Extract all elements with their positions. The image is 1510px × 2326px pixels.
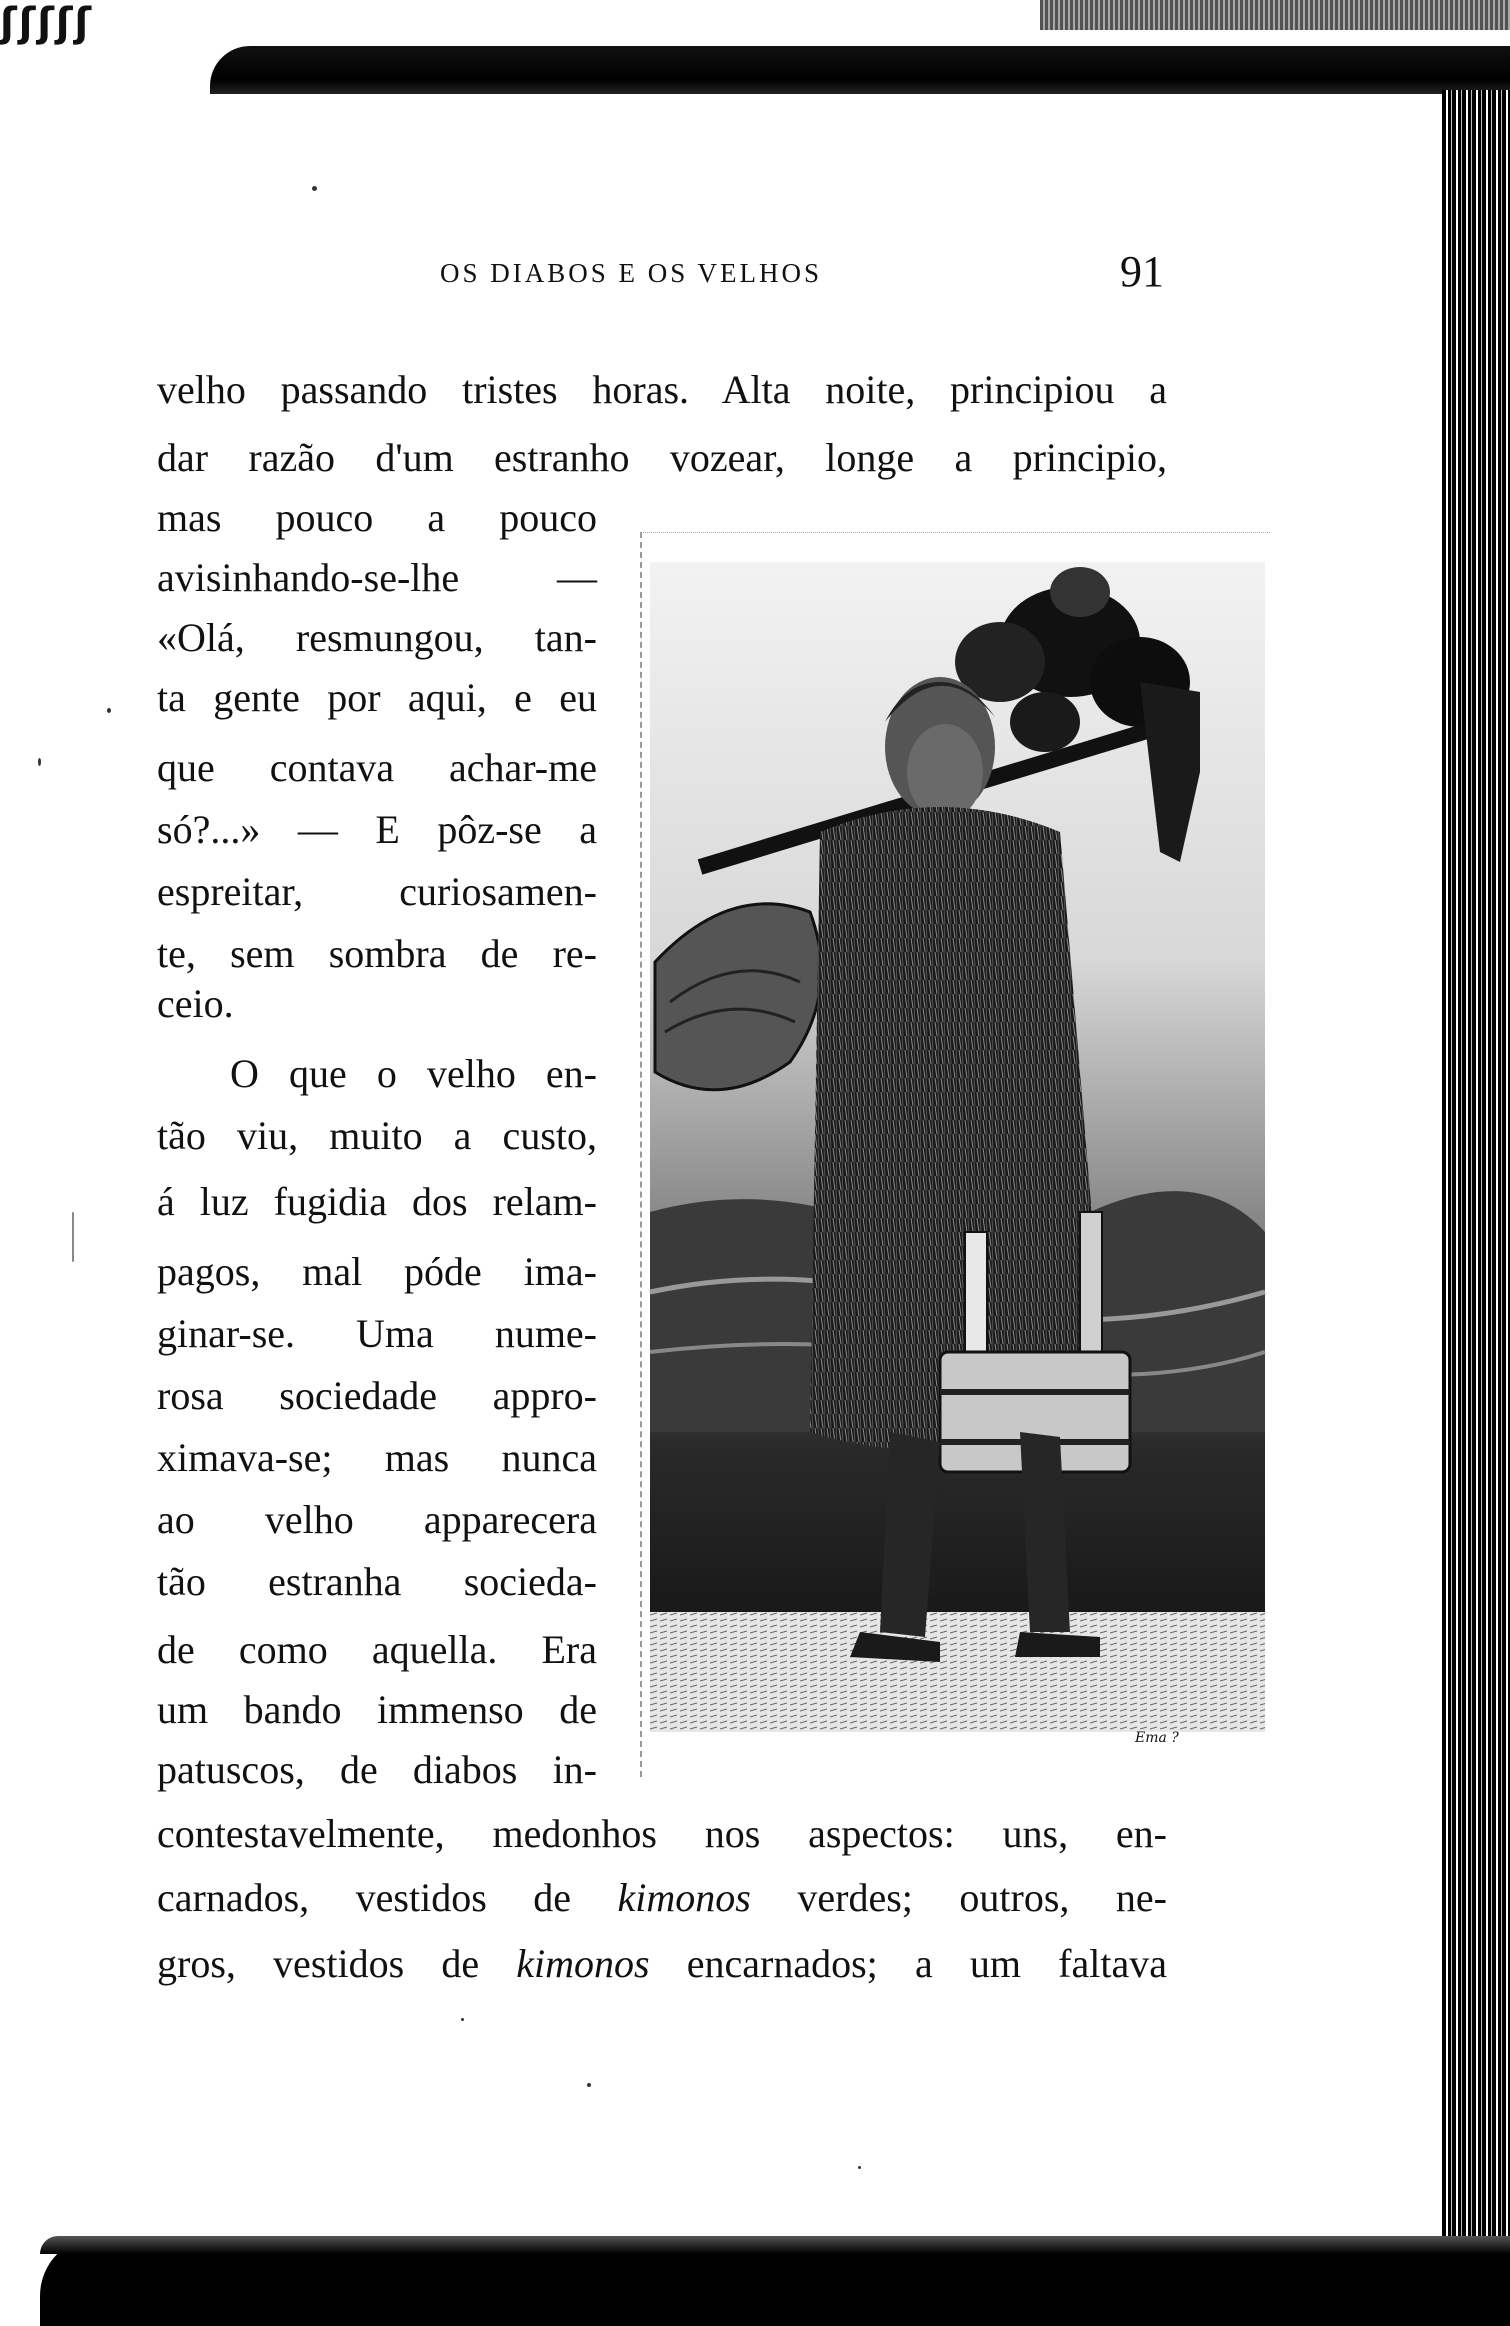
text-line: ta gente por aqui, e eu bbox=[157, 675, 597, 720]
text-line: espreitar, curiosamen- bbox=[157, 869, 597, 914]
text-line: «Olá, resmungou, tan- bbox=[157, 615, 597, 660]
text-line: te, sem sombra de re- bbox=[157, 931, 597, 976]
text-line: um bando immenso de bbox=[157, 1687, 597, 1732]
text-line: tão estranha socieda- bbox=[157, 1559, 597, 1604]
text-line: só?...» — E pôz-se a bbox=[157, 807, 597, 852]
text-line: rosa sociedade appro- bbox=[157, 1373, 597, 1418]
text-line: á luz fugidia dos relam- bbox=[157, 1179, 597, 1224]
text-line: ao velho apparecera bbox=[157, 1497, 597, 1542]
speck bbox=[587, 2083, 591, 2087]
scan-corner-marks: ʃʃʃʃʃ bbox=[0, 0, 94, 46]
speck bbox=[312, 186, 317, 191]
speck bbox=[107, 708, 111, 713]
text-line: mas pouco a pouco bbox=[157, 495, 597, 540]
text-line: ceio. bbox=[157, 981, 234, 1026]
text-run: gros, vestidos de bbox=[157, 1941, 517, 1986]
italic-word: kimonos bbox=[516, 1941, 650, 1986]
text-line: O que o velho en- bbox=[230, 1051, 597, 1096]
photographer-signature: Ema ? bbox=[1135, 1730, 1179, 1746]
page-number: 91 bbox=[1120, 247, 1164, 296]
speck bbox=[858, 2166, 861, 2169]
text-line bbox=[157, 1940, 1167, 1988]
illustration-photo bbox=[640, 532, 1270, 1777]
text-line: contestavelmente, medonhos nos aspectos: uns, en- bbox=[157, 1811, 1167, 1856]
speck bbox=[461, 2018, 464, 2021]
italic-word: kimonos bbox=[617, 1875, 751, 1920]
running-head: OS DIABOS E OS VELHOS bbox=[440, 258, 823, 288]
text-line: ginar-se. Uma nume- bbox=[157, 1311, 597, 1356]
text-run: verdes; outros, ne- bbox=[750, 1875, 1167, 1920]
scan-shadow-bottom bbox=[40, 2236, 1510, 2326]
speck bbox=[38, 758, 41, 766]
text-line: avisinhando-se-lhe — bbox=[157, 555, 597, 600]
speck bbox=[72, 1212, 74, 1262]
scan-shadow-top bbox=[210, 46, 1510, 94]
text-line bbox=[157, 1874, 1167, 1922]
text-line: dar razão d'um estranho vozear, longe a principio, bbox=[157, 435, 1167, 480]
photo-border bbox=[640, 532, 1270, 1777]
text-line: ximava-se; mas nunca bbox=[157, 1435, 597, 1480]
text-line: que contava achar-me bbox=[157, 745, 597, 790]
scan-edge-top-right bbox=[1040, 0, 1510, 30]
book-edge-right bbox=[1442, 90, 1510, 2326]
text-run: carnados, vestidos de bbox=[157, 1875, 618, 1920]
text-line: tão viu, muito a custo, bbox=[157, 1113, 597, 1158]
text-line: pagos, mal póde ima- bbox=[157, 1249, 597, 1294]
text-line: patuscos, de diabos in- bbox=[157, 1747, 597, 1792]
text-line: de como aquella. Era bbox=[157, 1627, 597, 1672]
text-line: velho passando tristes horas. Alta noite, principiou a bbox=[157, 367, 1167, 412]
text-run: encarnados; a um faltava bbox=[649, 1941, 1167, 1986]
